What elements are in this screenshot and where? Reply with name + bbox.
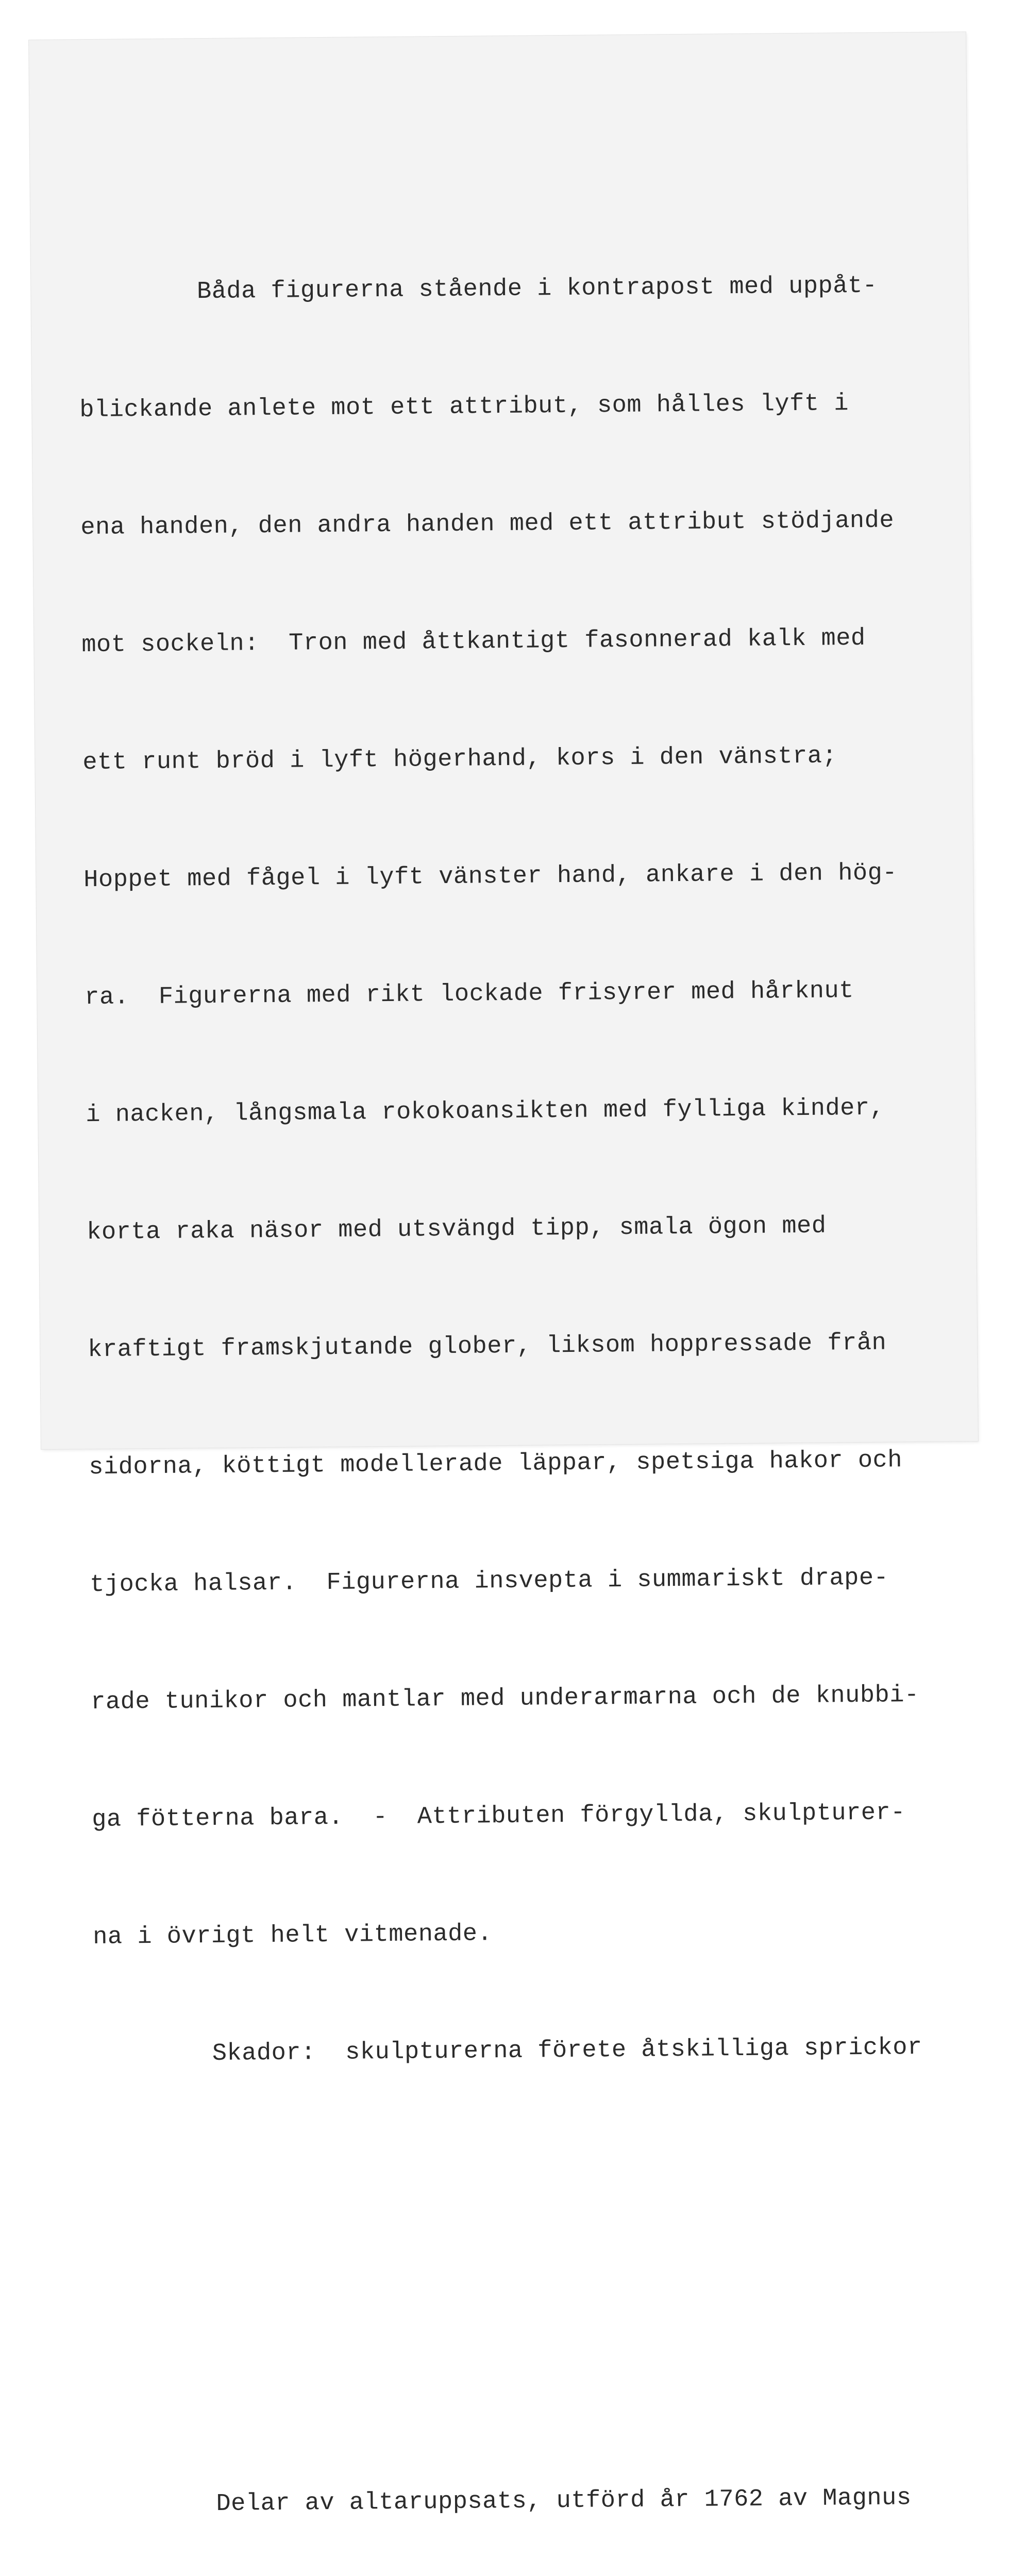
description-line: sidorna, köttigt modellerade läppar, spetsiga hakor och bbox=[89, 1447, 903, 1482]
description-line: ga fötterna bara. - Attributen förgyllda, skulpturer- bbox=[92, 1799, 906, 1834]
description-line: ett runt bröd i lyft högerhand, kors i den vänstra; bbox=[82, 742, 837, 777]
description-line: Hoppet med fågel i lyft vänster hand, ankare i den hög- bbox=[83, 859, 898, 894]
typewritten-sheet bbox=[29, 32, 978, 2519]
description-line: rade tunikor och mantlar med underarmarna och de knubbi- bbox=[91, 1682, 919, 1717]
description-line: ena handen, den andra handen med ett attribut stödjande bbox=[80, 507, 895, 542]
spacer bbox=[96, 2263, 972, 2290]
description-line: mot sockeln: Tron med åttkantigt fasonnerad kalk med bbox=[81, 624, 866, 659]
provenance-paragraph bbox=[97, 2400, 977, 2576]
damage-line: Skador: skulpturerna förete åtskilliga sprickor bbox=[94, 2034, 922, 2069]
description-line: tjocka halsar. Figurerna insvepta i summariskt drape- bbox=[90, 1564, 889, 1599]
description-line: Båda figurerna stående i kontrapost med uppåt- bbox=[78, 272, 878, 307]
description-line: blickande anlete mot ett attribut, som hålles lyft i bbox=[79, 390, 849, 425]
provenance-line: Delar av altaruppsats, utförd år 1762 av Magnus bbox=[97, 2484, 912, 2519]
description-line: na i övrigt helt vitmenade. bbox=[93, 1920, 493, 1952]
description-line: korta raka näsor med utsvängd tipp, smala ögon med bbox=[87, 1212, 827, 1247]
description-paragraph bbox=[78, 188, 971, 2153]
description-line: ra. Figurerna med rikt lockade frisyrer med hårknut bbox=[85, 977, 854, 1012]
typed-text-block bbox=[77, 109, 989, 2576]
description-line: kraftigt framskjutande glober, liksom hoppressade från bbox=[88, 1329, 887, 1364]
description-line: i nacken, långsmala rokokoansikten med fylliga kinder, bbox=[86, 1094, 885, 1129]
